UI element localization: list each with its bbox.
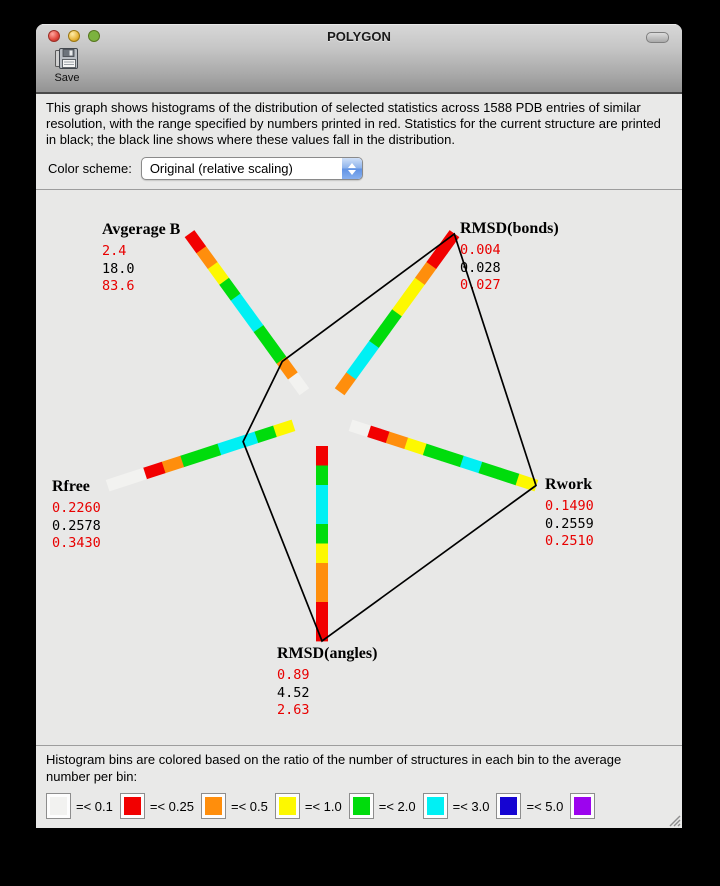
legend-bin-label: =< 0.5 bbox=[230, 798, 268, 814]
histogram-segment-red bbox=[367, 426, 390, 444]
legend-swatch-color bbox=[50, 797, 67, 815]
arrow-down-icon bbox=[348, 170, 356, 175]
histogram-segment-orange bbox=[415, 262, 436, 285]
histogram-bar-rmsd-bonds bbox=[335, 230, 460, 395]
histogram-bar-rfree bbox=[106, 420, 296, 492]
histogram-segment-green bbox=[265, 341, 286, 364]
axis-min: 0.89 bbox=[277, 667, 310, 683]
save-floppy-icon bbox=[44, 46, 90, 71]
close-button[interactable] bbox=[48, 30, 60, 42]
histogram-segment-cyan bbox=[316, 505, 328, 525]
description-text: This graph shows histograms of the distribution of selected statistics across 1588 PDB entries of similar resolution, with the range specified by numbers printed in red. Statistics for the current structure are printed in black; the black line shows where these values fall in the distribution. bbox=[46, 100, 661, 147]
histogram-segment-red bbox=[143, 462, 166, 480]
axis-label-rmsd-angles bbox=[277, 645, 377, 720]
window-chrome bbox=[36, 24, 682, 94]
axis-max: 0.3430 bbox=[52, 535, 101, 551]
histogram-segment-red bbox=[316, 602, 328, 622]
legend-swatch-color bbox=[279, 797, 296, 815]
toolbar bbox=[36, 48, 682, 92]
legend-swatch-color bbox=[427, 797, 444, 815]
legend-swatch-white bbox=[46, 793, 71, 819]
axis-max: 0.2510 bbox=[545, 533, 594, 549]
traffic-lights bbox=[48, 30, 100, 42]
axis-value: 0.2578 bbox=[52, 517, 101, 534]
color-scheme-popup[interactable] bbox=[141, 157, 363, 180]
legend-swatch-color bbox=[574, 797, 591, 815]
color-scheme-row bbox=[46, 157, 672, 180]
histogram-segment-green bbox=[253, 325, 274, 348]
histogram-bar-rwork bbox=[349, 420, 539, 492]
legend-swatch-orange bbox=[201, 793, 226, 819]
histogram-segment-green bbox=[441, 450, 464, 468]
current-structure-polygon bbox=[243, 234, 536, 641]
histogram-segment-orange bbox=[276, 356, 297, 379]
legend-bin-label: =< 1.0 bbox=[304, 798, 342, 814]
axis-value: 0.2559 bbox=[545, 515, 594, 532]
histogram-segment-cyan bbox=[217, 438, 240, 456]
axis-min: 2.4 bbox=[102, 243, 127, 259]
histogram-segment-yellow bbox=[404, 277, 425, 300]
axis-label-rfree bbox=[52, 478, 101, 553]
histogram-segment-cyan bbox=[242, 309, 263, 332]
histogram-segment-cyan bbox=[231, 293, 252, 316]
legend-swatch-green bbox=[349, 793, 374, 819]
histogram-segment-green bbox=[369, 325, 390, 348]
color-scheme-value: Original (relative scaling) bbox=[149, 161, 293, 176]
description-panel bbox=[36, 94, 682, 190]
axis-max: 0.027 bbox=[460, 277, 501, 293]
histogram-segment-white bbox=[124, 468, 147, 486]
zoom-button[interactable] bbox=[88, 30, 100, 42]
histogram-segment-green bbox=[199, 444, 222, 462]
histogram-segment-cyan bbox=[346, 356, 367, 379]
legend-swatch-color bbox=[500, 797, 517, 815]
axis-title: Rfree bbox=[52, 478, 90, 495]
arrow-up-icon bbox=[348, 163, 356, 168]
histogram-segment-green bbox=[316, 524, 328, 544]
axis-value: 4.52 bbox=[277, 684, 310, 701]
histogram-segment-green bbox=[180, 450, 203, 468]
legend-swatch-purple bbox=[570, 793, 595, 819]
minimize-button[interactable] bbox=[68, 30, 80, 42]
legend-swatch-blue bbox=[496, 793, 521, 819]
histogram-segment-orange bbox=[386, 432, 409, 450]
histogram-segment-yellow bbox=[208, 262, 229, 285]
axis-title: Rwork bbox=[545, 476, 593, 493]
axis-value: 18.0 bbox=[102, 260, 135, 277]
histogram-segment-green bbox=[254, 426, 277, 444]
histogram-segment-yellow bbox=[273, 420, 296, 438]
histogram-segment-yellow bbox=[392, 293, 413, 316]
legend-bin-label: =< 3.0 bbox=[452, 798, 490, 814]
axis-title: RMSD(bonds) bbox=[460, 220, 559, 237]
axis-label-rwork bbox=[545, 476, 594, 551]
histogram-bar-rmsd-angles bbox=[316, 446, 328, 641]
histogram-segment-red bbox=[426, 246, 447, 269]
axis-label-avgerage-b bbox=[102, 221, 180, 296]
legend-swatch-color bbox=[124, 797, 141, 815]
resize-grip[interactable] bbox=[667, 813, 681, 827]
histogram-segment-green bbox=[219, 277, 240, 300]
histogram-segment-red bbox=[185, 230, 206, 253]
legend-swatch-color bbox=[205, 797, 222, 815]
window-title: POLYGON bbox=[327, 29, 391, 44]
axis-min: 0.004 bbox=[460, 242, 501, 258]
histogram-segment-yellow bbox=[316, 544, 328, 564]
histogram-segment-green bbox=[381, 309, 402, 332]
save-button-label: Save bbox=[54, 72, 80, 84]
axis-max: 2.63 bbox=[277, 702, 310, 718]
legend-bin-label: =< 2.0 bbox=[378, 798, 416, 814]
save-button[interactable] bbox=[44, 46, 90, 84]
histogram-segment-orange bbox=[335, 372, 356, 395]
histogram-segment-cyan bbox=[316, 485, 328, 505]
histogram-segment-white bbox=[106, 474, 129, 492]
histogram-segment-cyan bbox=[460, 456, 483, 474]
legend-bin-label: =< 0.25 bbox=[149, 798, 194, 814]
color-scheme-label: Color scheme: bbox=[48, 161, 132, 176]
axis-value: 0.028 bbox=[460, 259, 501, 276]
legend-bin-label: =< 0.1 bbox=[76, 798, 113, 814]
axis-max: 83.6 bbox=[102, 278, 135, 294]
legend-panel bbox=[36, 745, 682, 828]
histogram-segment-red bbox=[316, 622, 328, 642]
axis-min: 0.1490 bbox=[545, 498, 594, 514]
histogram-segment-orange bbox=[316, 583, 328, 603]
histogram-segment-red bbox=[438, 230, 459, 253]
histogram-segment-green bbox=[423, 444, 446, 462]
histogram-segment-white bbox=[349, 420, 372, 438]
polygon-plot-area bbox=[36, 190, 682, 745]
legend-text: Histogram bins are colored based on the ratio of the number of structures in each bin to the average number per bin: bbox=[46, 752, 622, 784]
polygon-window bbox=[36, 24, 682, 828]
histogram-segment-green bbox=[497, 468, 520, 486]
legend-bins-row bbox=[46, 793, 672, 819]
axis-label-rmsd-bonds bbox=[460, 220, 559, 295]
legend-swatch-color bbox=[353, 797, 370, 815]
popup-stepper-icon bbox=[342, 158, 362, 179]
legend-swatch-yellow bbox=[275, 793, 300, 819]
histogram-segment-orange bbox=[161, 456, 184, 474]
histogram-bar-avgerage-b bbox=[185, 230, 310, 395]
histogram-segment-cyan bbox=[358, 341, 379, 364]
histogram-segment-orange bbox=[196, 246, 217, 269]
legend-bin-label: =< 5.0 bbox=[526, 798, 564, 814]
legend-swatch-cyan bbox=[423, 793, 448, 819]
toolbar-toggle-button[interactable] bbox=[646, 32, 669, 43]
histogram-segment-orange bbox=[316, 563, 328, 583]
titlebar bbox=[36, 24, 682, 48]
legend-swatch-red bbox=[120, 793, 145, 819]
histogram-segment-yellow bbox=[516, 474, 539, 492]
axis-title: RMSD(angles) bbox=[277, 645, 378, 662]
histogram-segment-red bbox=[316, 446, 328, 466]
histogram-segment-yellow bbox=[404, 438, 427, 456]
axis-title: Avgerage B bbox=[102, 221, 181, 238]
axis-min: 0.2260 bbox=[52, 500, 101, 516]
histogram-segment-green bbox=[478, 462, 501, 480]
histogram-segment-cyan bbox=[236, 432, 259, 450]
histogram-segment-green bbox=[316, 466, 328, 486]
histogram-segment-white bbox=[288, 372, 309, 395]
